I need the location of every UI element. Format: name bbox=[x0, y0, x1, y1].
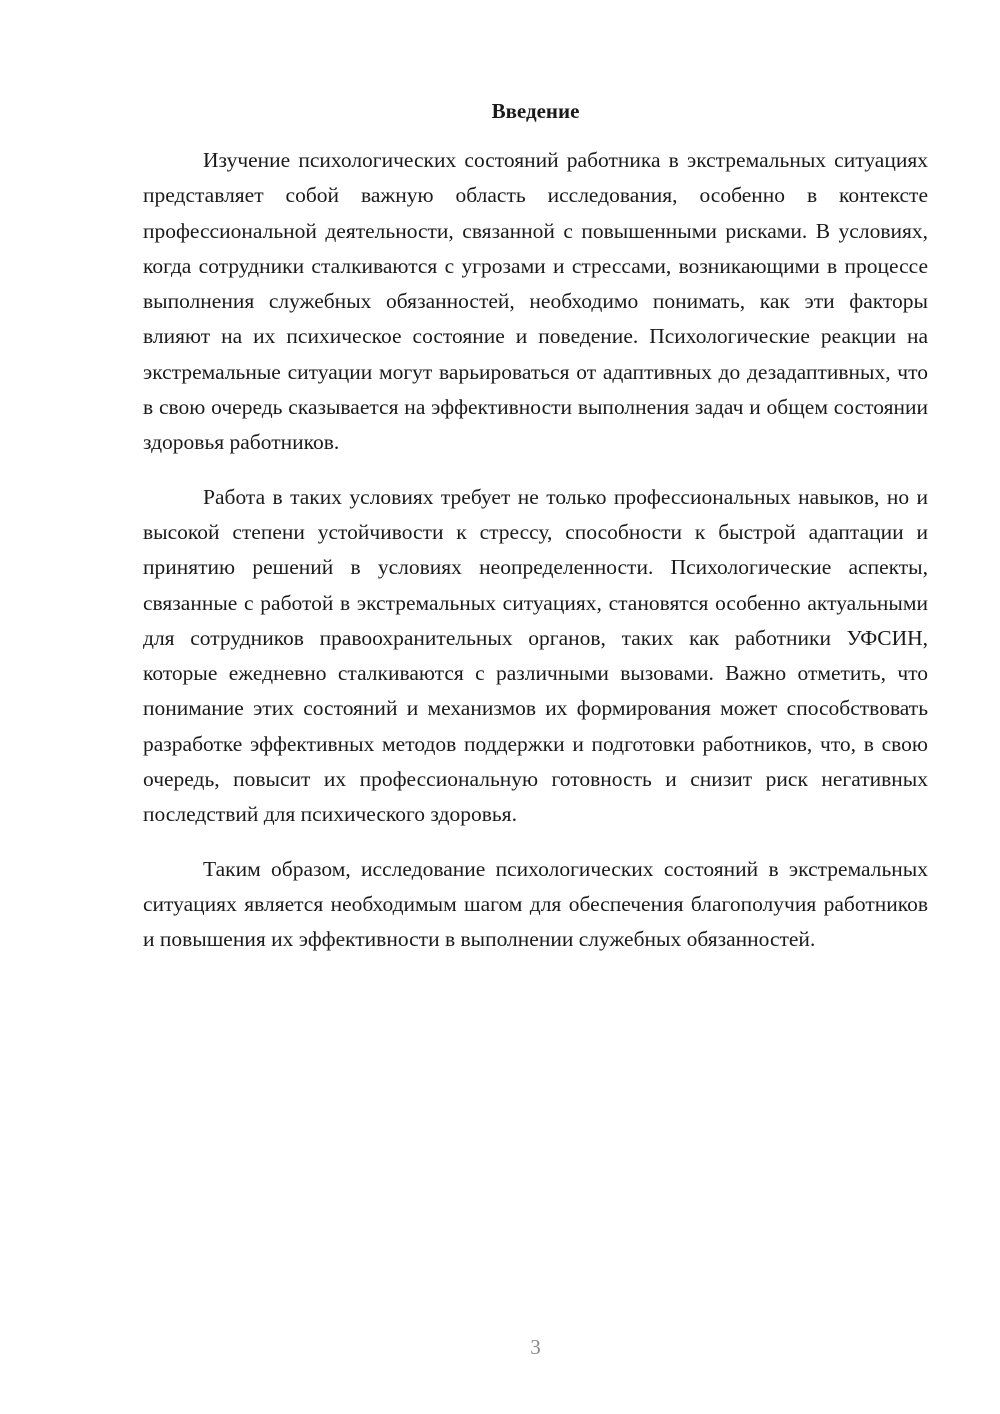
paragraph-2: Работа в таких условиях требует не только профессиональных навыков, но и высокой степени устойчивости к стрессу, способности к быстрой адаптации и принятию решений в условиях неопределенности. Психологические аспекты, связанные с работой в экстремальных ситуациях, становятся особенно актуальными для сотрудников правоохранительных органов, таких как работники УФСИН, которые ежедневно сталкиваются с различными вызовами. Важно отметить, что понимание этих состояний и механизмов их формирования может способствовать разработке эффективных методов поддержки и подготовки работников, что, в свою очередь, повысит их профессиональную готовность и снизит риск негативных последствий для психического здоровья. bbox=[143, 484, 928, 827]
paragraph-1: Изучение психологических состояний работника в экстремальных ситуациях представляет собой важную область исследования, особенно в контексте профессиональной деятельности, связанной с повышенными рисками. В условиях, когда сотрудники сталкиваются с угрозами и стрессами, возникающими в процессе выполнения служебных обязанностей, необходимо понимать, как эти факторы влияют на их психическое состояние и поведение. Психологические реакции на экстремальные ситуации могут варьироваться от адаптивных до дезадаптивных, что в свою очередь сказывается на эффективности выполнения задач и общем состоянии здоровья работников. bbox=[143, 148, 928, 455]
body-text bbox=[143, 143, 928, 977]
page-number: 3 bbox=[530, 1335, 541, 1359]
section-title: Введение bbox=[491, 99, 580, 123]
paragraph-3: Таким образом, исследование психологических состояний в экстремальных ситуациях является необходимым шагом для обеспечения благополучия работников и повышения их эффективности в выполнении служебных обязанностей. bbox=[143, 856, 928, 952]
